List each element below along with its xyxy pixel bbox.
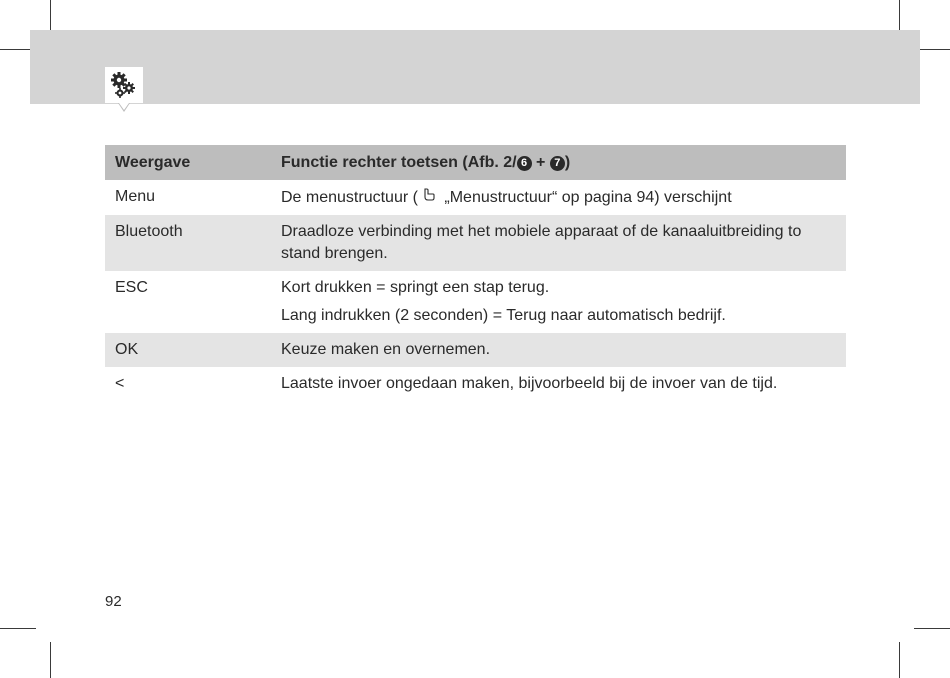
- row-description: Keuze maken en overnemen.: [271, 333, 846, 367]
- row-description-text: De menustructuur (: [281, 189, 418, 206]
- table-row: [105, 367, 846, 401]
- table-row: [105, 271, 846, 333]
- row-key: OK: [105, 333, 271, 367]
- row-description: Draadloze verbinding met het mobiele apparaat of de kanaaluitbreiding to stand brengen.: [271, 215, 846, 271]
- callout-pointer-inner: [119, 103, 129, 110]
- gears-icon: [105, 67, 143, 103]
- header-function-close: ): [564, 153, 571, 171]
- header-display: Weergave: [105, 145, 271, 180]
- table-row: [105, 333, 846, 367]
- row-key: Menu: [115, 188, 156, 205]
- function-table: [105, 145, 846, 401]
- crop-mark: [914, 628, 950, 629]
- row-description: [271, 271, 846, 333]
- table-row: [105, 180, 846, 215]
- header-function-text: Functie rechter toetsen (Afb. 2/: [281, 153, 517, 171]
- row-key: ESC: [115, 279, 148, 296]
- crop-mark: [899, 642, 900, 678]
- row-key: Bluetooth: [105, 215, 271, 271]
- header-plus: +: [531, 153, 550, 171]
- row-key: <: [115, 375, 125, 392]
- figure-badge-7: 7: [550, 156, 565, 171]
- table-header-row: [105, 145, 846, 180]
- header-band: [30, 30, 920, 104]
- crop-mark: [50, 642, 51, 678]
- figure-badge-6: 6: [517, 156, 532, 171]
- table-row: [105, 215, 846, 271]
- row-description-suffix: „Menustructuur“ op pagina 94) verschijnt: [439, 189, 732, 206]
- pointing-hand-icon: [422, 186, 436, 208]
- crop-mark: [0, 628, 36, 629]
- row-description-second-line: Lang indrukken (2 seconden) = Terug naar automatisch bedrijf.: [281, 307, 726, 324]
- page-number: 92: [105, 593, 122, 610]
- header-function: [271, 145, 846, 180]
- row-description: [271, 180, 846, 215]
- row-description-text: Kort drukken = springt een stap terug.: [281, 279, 550, 296]
- row-description: Laatste invoer ongedaan maken, bijvoorbeeld bij de invoer van de tijd.: [281, 375, 778, 392]
